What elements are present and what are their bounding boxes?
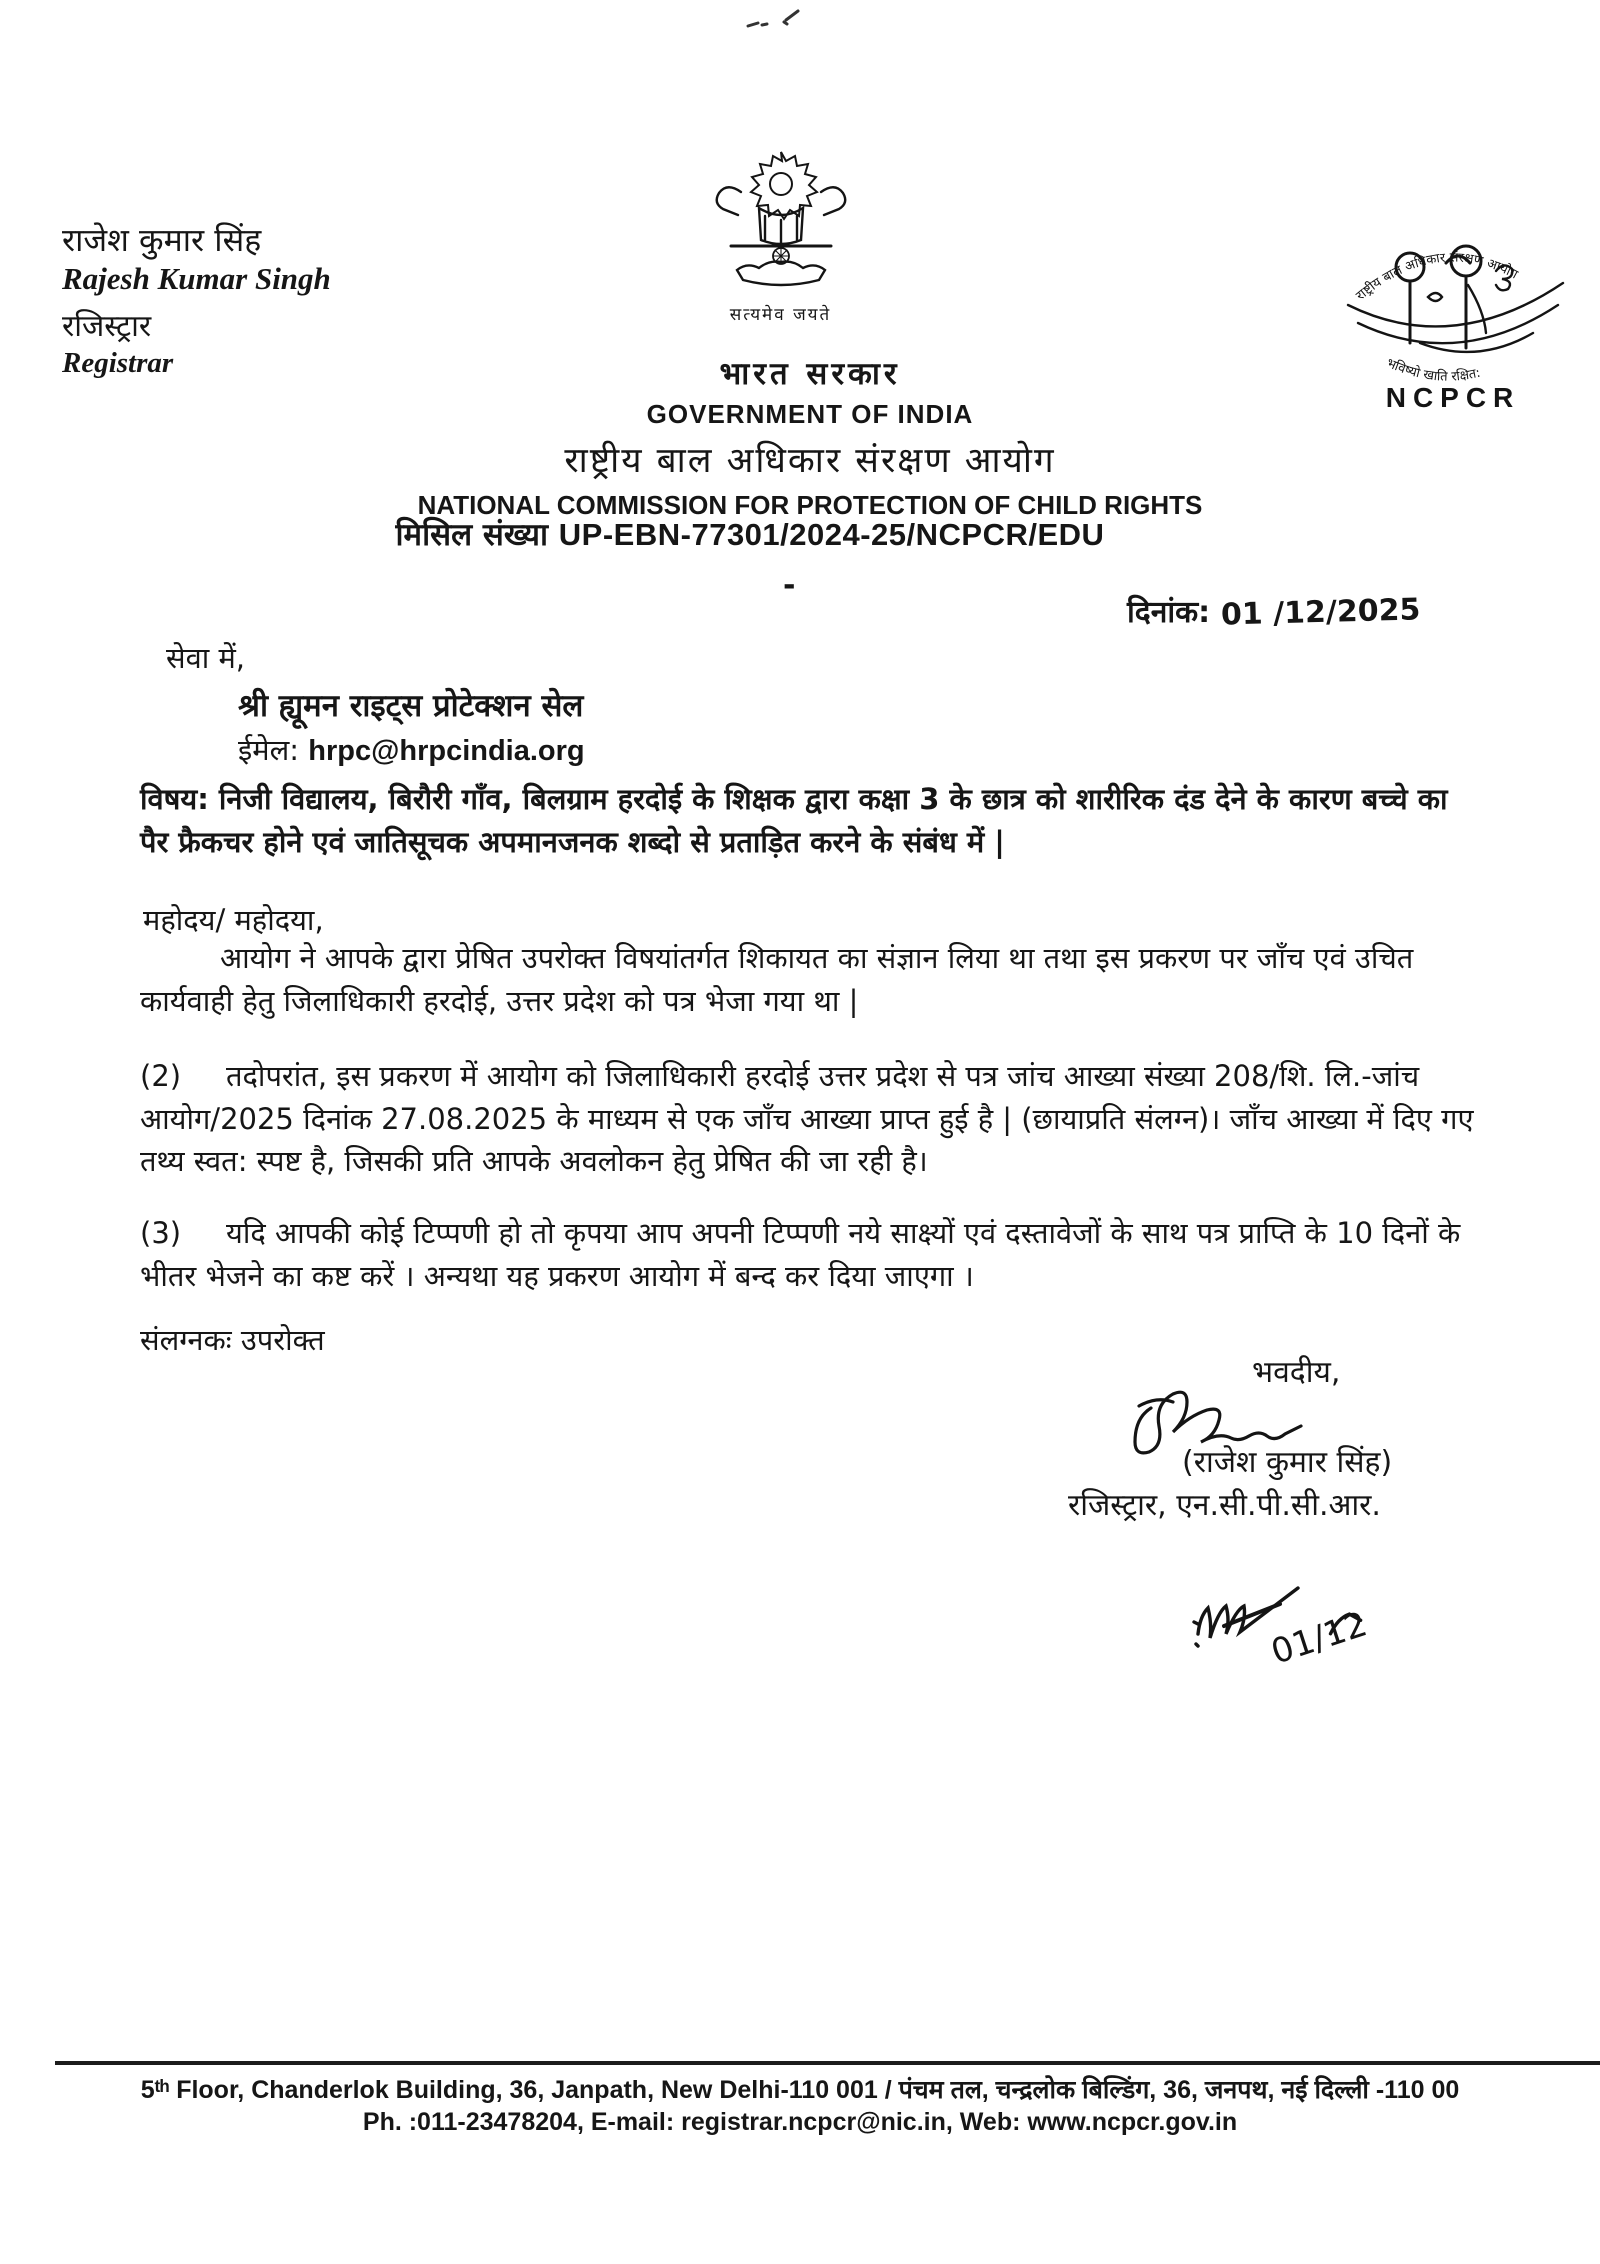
logo-arc-top-text: राष्ट्रीय बाल अधिकार संरक्षण आयोग — [1353, 250, 1521, 304]
closing-regards: भवदीय, — [1252, 1355, 1341, 1390]
sender-block — [62, 222, 331, 380]
footer-divider — [55, 2061, 1600, 2065]
body-paragraph-2-text: तदोपरांत, इस प्रकरण में आयोग को जिलाधिकारी हरदोई उत्तर प्रदेश से पत्र जांच आख्या संख्या 208/शि. लि.-जांच आयोग/2025 दिनांक 27.08.2025 के माध्यम से एक जाँच आख्या प्राप्त हुई है | (छायाप्रति संलग्न)। जाँच आख्या में दिए गए तथ्य स्वत: स्पष्ट है, जिसकी प्रति आपके अवलोकन हेतु प्रेषित की जा रही है। — [140, 1059, 1474, 1179]
emblem-motto: सत्यमेव जयते — [729, 305, 832, 325]
sender-title-hindi: रजिस्ट्रार — [62, 309, 152, 345]
addressee-email: hrpc@hrpcindia.org — [308, 735, 585, 767]
handwritten-date: 01/12 — [1266, 1604, 1372, 1673]
addressee-block — [166, 638, 585, 769]
handwritten-initial-icon — [1180, 1560, 1410, 1700]
addressee-name: श्री ह्यूमन राइट्स प्रोटेक्शन सेल — [238, 688, 584, 724]
paragraph-number-2: (2) — [140, 1059, 182, 1093]
body-paragraph-3-text: यदि आपकी कोई टिप्पणी हो तो कृपया आप अपनी टिप्पणी नये साक्ष्यों एवं दस्तावेजों के साथ पत्र प्राप्ति के 10 दिनों के भीतर भेजने का कष्ट करें । अन्यथा यह प्रकरण आयोग में बन्द कर दिया जाएगा । — [140, 1216, 1461, 1293]
body-paragraph-3 — [140, 1212, 1478, 1297]
date-label: दिनांक: — [1127, 595, 1211, 630]
sender-title-english: Registrar — [62, 346, 174, 379]
footer-address-line: 5ᵗʰ Floor, Chanderlok Building, 36, Janpath, New Delhi-110 001 / पंचम तल, चन्द्रलोक बिल्डिंग, 36, जनपथ, नई दिल्ली -110 00 — [140, 2076, 1460, 2104]
closing-name: (राजेश कुमार सिंह) — [1182, 1445, 1393, 1480]
stray-dash: - — [783, 568, 796, 603]
header-org-hindi: राष्ट्रीय बाल अधिकार संरक्षण आयोग — [564, 441, 1056, 481]
body-paragraph-1: आयोग ने आपके द्वारा प्रेषित उपरोक्त विषयांतर्गत शिकायत का संज्ञान लिया था तथा इस प्रकरण पर जाँच एवं उचित कार्यवाही हेतु जिलाधिकारी हरदोई, उत्तर प्रदेश को पत्र भेजा गया था | — [140, 941, 1414, 1018]
file-number-value: UP-EBN-77301/2024-25/NCPCR/EDU — [558, 517, 1105, 552]
emblem-block — [688, 146, 873, 325]
date-line — [1127, 590, 1420, 631]
greeting: महोदय/ महोदया, — [143, 903, 324, 937]
svg-text:भविष्यो खाति रक्षित: — [1384, 356, 1482, 385]
date-value: 01 /12/2025 — [1220, 592, 1421, 633]
subject-line: विषय: निजी विद्यालय, बिरौरी गाँव, बिलग्राम हरदोई के शिक्षक द्वारा कक्षा 3 के छात्र को शारीरिक दंड देने के कारण बच्चे का पैर फ्रैकचर होने एवं जातिसूचक अपमानजनक शब्दो से प्रताड़ित करने के संबंध में | — [140, 782, 1448, 859]
header-org-english: NATIONAL COMMISSION FOR PROTECTION OF CHILD RIGHTS — [417, 490, 1203, 520]
file-number-label: मिसिल संख्या — [395, 517, 548, 553]
addressee-email-label: ईमेल: — [238, 733, 300, 767]
ncpcr-logo-label: NCPCR — [1385, 382, 1521, 413]
ncpcr-logo — [1328, 205, 1578, 419]
logo-arc-bottom-text: भविष्यो खाति रक्षित: — [1383, 355, 1482, 385]
ashoka-emblem-icon — [701, 146, 861, 296]
file-number-line — [300, 513, 1200, 555]
svg-text:राष्ट्रीय बाल अधिकार संरक्षण आ — [1353, 250, 1520, 303]
enclosure-note: संलग्नकः उपरोक्त — [140, 1323, 325, 1357]
sender-name-english: Rajesh Kumar Singh — [62, 260, 331, 296]
closing-designation: रजिस्ट्रार, एन.सी.पी.सी.आर. — [1068, 1488, 1381, 1523]
scan-artifact — [742, 6, 812, 34]
body-paragraph-2 — [140, 1055, 1478, 1183]
sender-name-hindi: राजेश कुमार सिंह — [62, 221, 262, 259]
footer-contact-line: Ph. :011-23478204, E-mail: registrar.ncpcr@nic.in, Web: www.ncpcr.gov.in — [362, 2108, 1238, 2136]
header-gov-hindi: भारत सरकार — [719, 356, 901, 392]
paragraph-number-3: (3) — [140, 1216, 182, 1250]
addressee-salutation: सेवा में, — [166, 641, 246, 675]
letterhead — [325, 352, 1295, 521]
ncpcr-logo-icon — [1328, 205, 1578, 415]
addressee-email-line — [238, 730, 585, 769]
header-gov-english: GOVERNMENT OF INDIA — [646, 399, 974, 429]
